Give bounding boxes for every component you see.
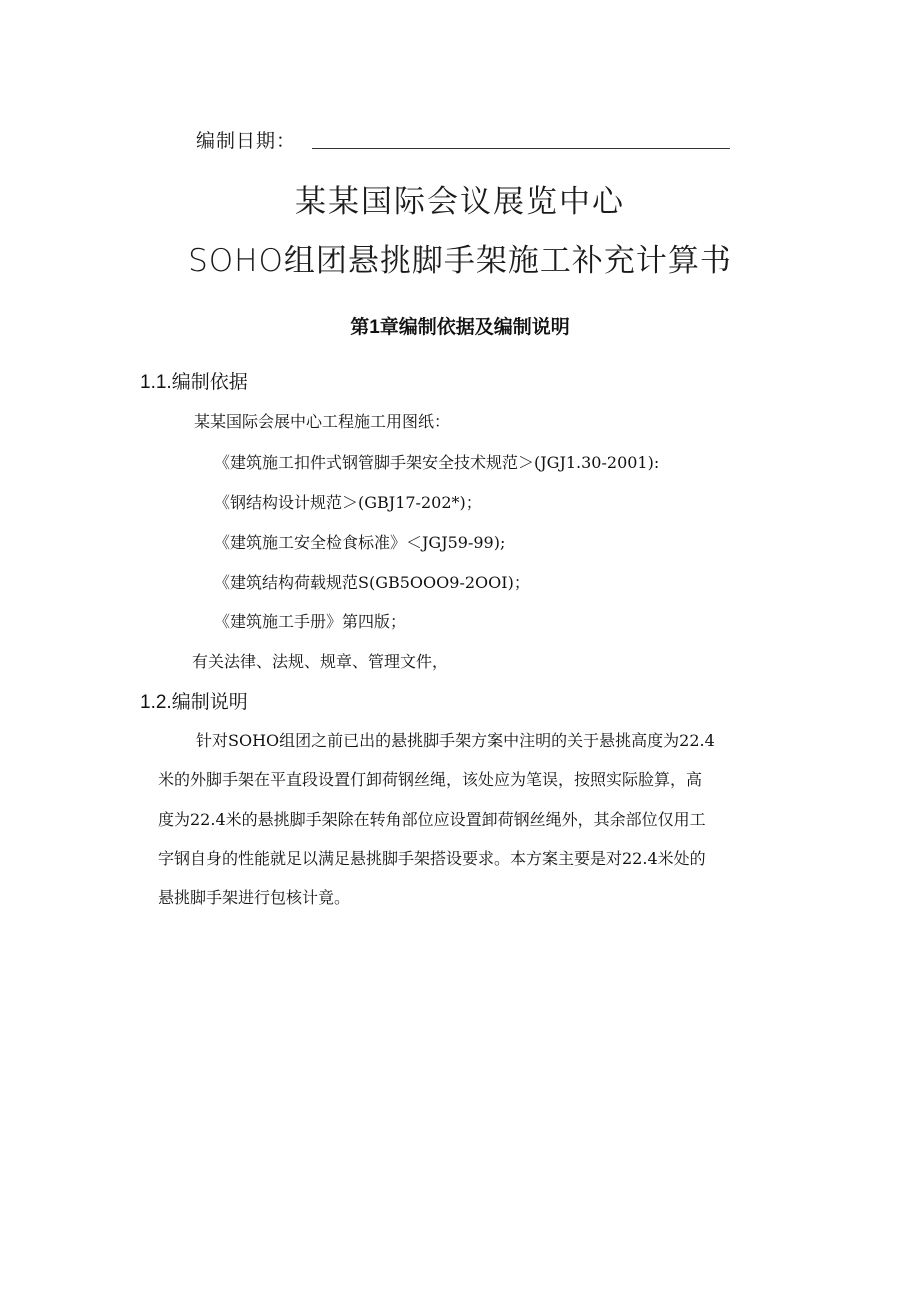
explanation-paragraph-line: 悬挑脚手架进行包核计竟。 <box>158 888 351 907</box>
section-heading-1-1: 1.1.编制依据 <box>140 372 248 393</box>
compile-date-label: 编制日期： <box>196 130 297 152</box>
reference-item: 《建筑施工手册》第四版； <box>214 612 407 631</box>
reference-item: 《建筑施工扣件式钢管脚手架安全技术规范＞(JGJ1.30-2001): <box>214 453 660 472</box>
reference-item: 《建筑结构荷载规范S(GB5OOO9-2OOI)； <box>214 573 530 592</box>
explanation-paragraph-line: 度为22.4米的悬挑脚手架除在转角部位应设置卸荷钢丝绳外，其余部位仅用工 <box>158 810 706 829</box>
explanation-paragraph-line: 针对SOHO组团之前已出的悬挑脚手架方案中注明的关于悬挑高度为22.4 <box>196 731 715 750</box>
laws-text: 有关法律、法规、规章、管理文件， <box>192 652 449 671</box>
compile-date-blank-line <box>312 148 730 149</box>
compile-date-row <box>196 124 736 154</box>
explanation-paragraph-line: 字钢自身的性能就足以满足悬挑脚手架搭设要求。本方案主要是对22.4米处的 <box>158 849 706 868</box>
chapter-heading: 第1章编制依据及编制说明 <box>350 317 570 338</box>
reference-item: 《钢结构设计规范＞(GBJ17-202*)； <box>214 493 482 512</box>
reference-item: 《建筑施工安全检食标准》＜JGJ59-99); <box>214 533 506 552</box>
document-title-line-1: 某某国际会议展览中心 <box>295 184 625 220</box>
document-title-line-2: SOHO组团悬挑脚手架施工补充计算书 <box>188 243 732 279</box>
explanation-paragraph-line: 米的外脚手架在平直段设置仃卸荷钢丝绳，该处应为笔误，按照实际脸算，高 <box>158 770 703 789</box>
drawings-intro-text: 某某国际会展中心工程施工用图纸： <box>194 412 451 431</box>
section-heading-1-2: 1.2.编制说明 <box>140 692 248 713</box>
